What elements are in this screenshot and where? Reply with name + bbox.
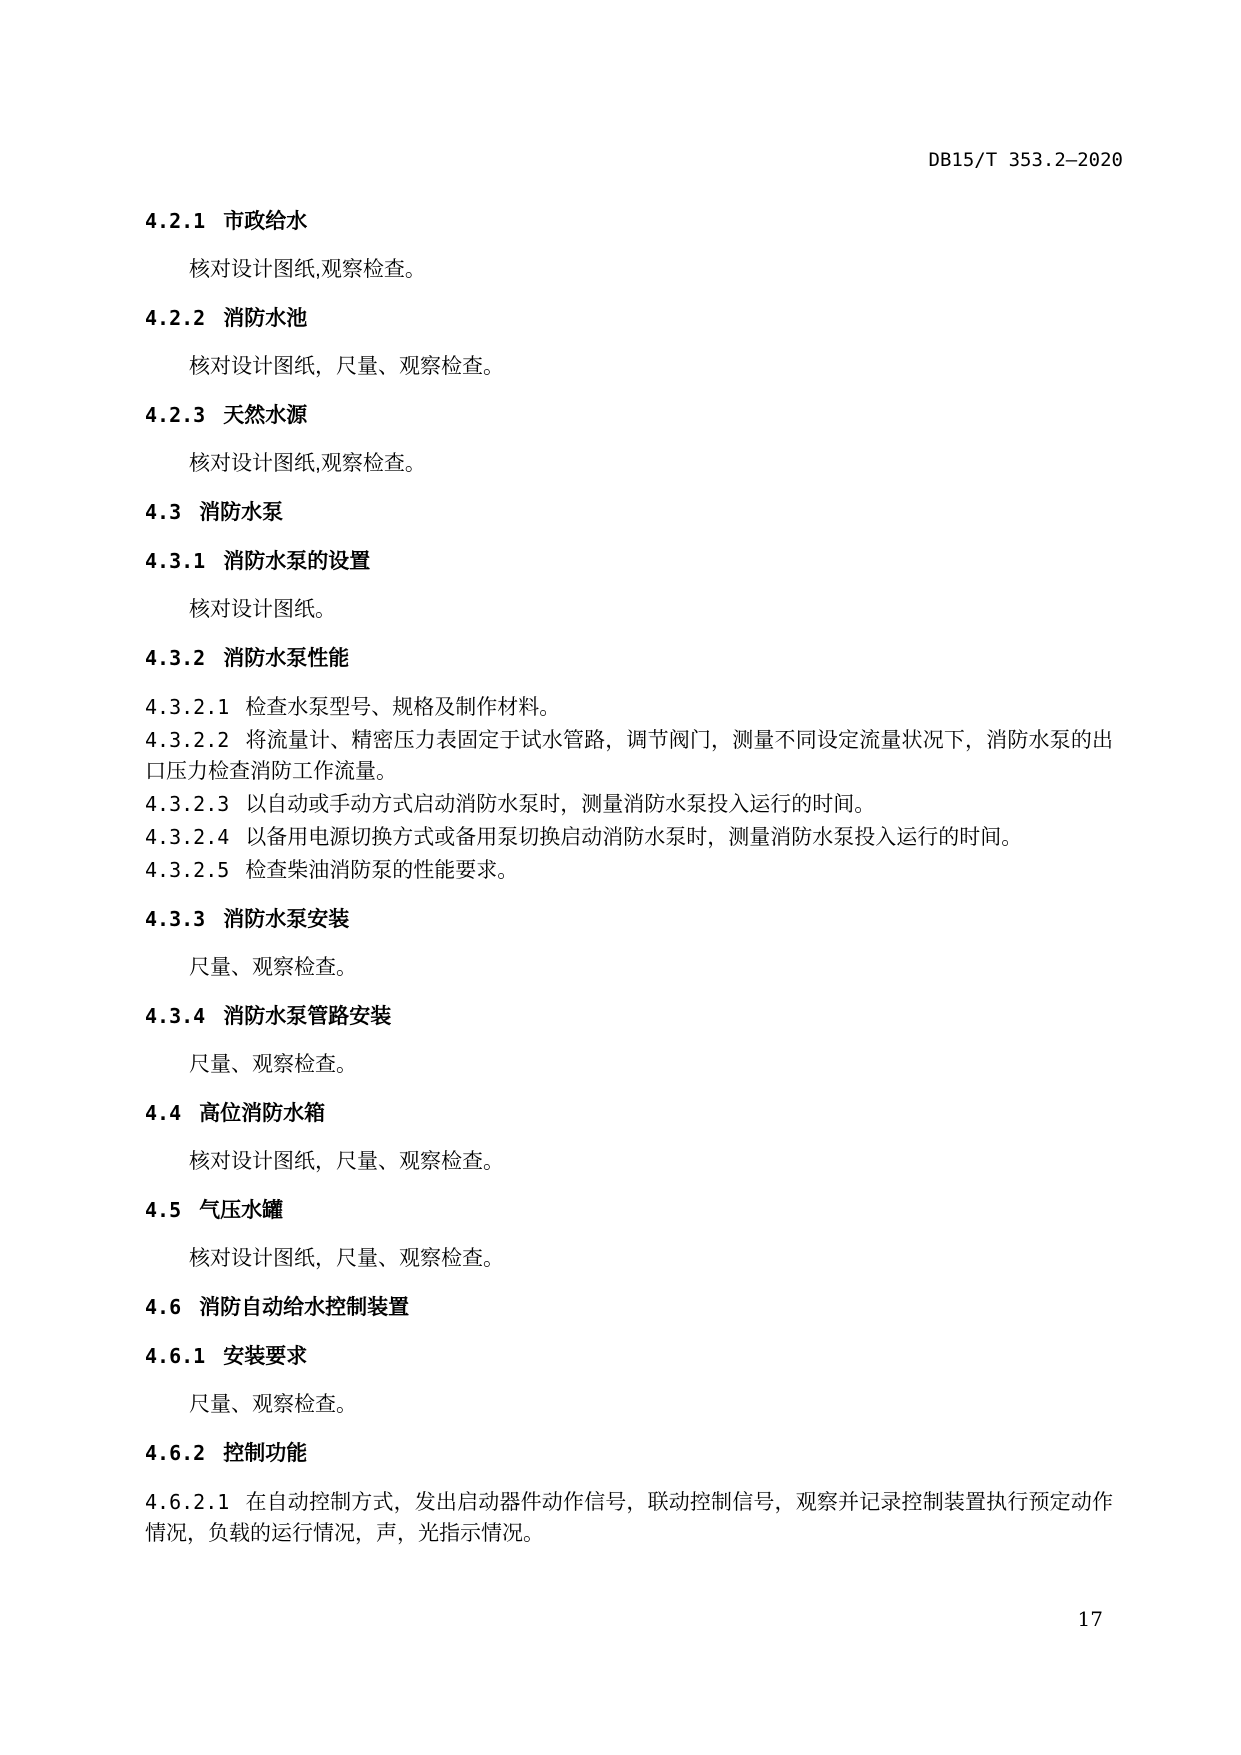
section-heading (145, 206, 1113, 237)
section-heading (145, 303, 1113, 334)
body-paragraph: 核对设计图纸。 (189, 598, 336, 621)
section-heading (145, 1438, 1113, 1469)
document-body (145, 170, 1113, 1551)
section-title: 消防水泵管路安装 (223, 1005, 392, 1028)
section-heading (145, 400, 1113, 431)
body-paragraph: 尺量、观察检查。 (189, 956, 357, 979)
clause-text: 以自动或手动方式启动消防水泵时，测量消防水泵投入运行的时间。 (245, 793, 876, 816)
body-paragraph: 尺量、观察检查。 (189, 1393, 357, 1416)
clause-number: 4.3.2.3 (145, 792, 230, 816)
section-number: 4.2.3 (145, 403, 206, 427)
section-title: 市政给水 (223, 210, 308, 233)
section-heading (145, 497, 1113, 528)
body-paragraph: 核对设计图纸,观察检查。 (189, 452, 426, 475)
section-heading (145, 546, 1113, 577)
section-heading (145, 1292, 1113, 1323)
clause-paragraph (145, 692, 1113, 723)
clause-text: 检查柴油消防泵的性能要求。 (245, 859, 519, 882)
section-title: 安装要求 (223, 1345, 308, 1368)
clause-number: 4.3.2.1 (145, 695, 230, 719)
section-number: 4.2.2 (145, 306, 206, 330)
section-number: 4.3.2 (145, 646, 206, 670)
section-title: 消防水泵的设置 (223, 550, 371, 573)
section-title: 高位消防水箱 (199, 1102, 326, 1125)
clause-paragraph (145, 1487, 1113, 1549)
clause-number: 4.3.2.2 (145, 728, 230, 752)
section-heading (145, 1341, 1113, 1372)
section-heading (145, 1195, 1113, 1226)
section-title: 消防水泵 (199, 501, 284, 524)
section-number: 4.4 (145, 1101, 182, 1125)
clause-paragraph (145, 789, 1113, 820)
clause-text: 在自动控制方式，发出启动器件动作信号，联动控制信号，观察并记录控制装置执行预定动作情况，负载的运行情况，声，光指示情况。 (145, 1491, 1113, 1545)
section-title: 控制功能 (223, 1442, 308, 1465)
clause-text: 以备用电源切换方式或备用泵切换启动消防水泵时，测量消防水泵投入运行的时间。 (245, 826, 1023, 849)
section-title: 消防水池 (223, 307, 308, 330)
body-paragraph: 核对设计图纸，尺量、观察检查。 (189, 355, 504, 378)
section-title: 消防水泵性能 (223, 647, 350, 670)
clause-text: 检查水泵型号、规格及制作材料。 (245, 696, 561, 719)
section-heading (145, 1098, 1113, 1129)
body-paragraph: 尺量、观察检查。 (189, 1053, 357, 1076)
clause-paragraph (145, 822, 1113, 853)
section-number: 4.3.3 (145, 907, 206, 931)
standard-number-header: DB15/T 353.2—2020 (928, 149, 1123, 171)
section-heading (145, 904, 1113, 935)
section-number: 4.3 (145, 500, 182, 524)
section-title: 消防自动给水控制装置 (199, 1296, 410, 1319)
clause-paragraph (145, 855, 1113, 886)
clause-number: 4.3.2.4 (145, 825, 230, 849)
section-number: 4.3.4 (145, 1004, 206, 1028)
clause-paragraph (145, 725, 1113, 787)
section-number: 4.6.1 (145, 1344, 206, 1368)
section-number: 4.5 (145, 1198, 182, 1222)
clause-number: 4.3.2.5 (145, 858, 230, 882)
clause-number: 4.6.2.1 (145, 1490, 230, 1514)
body-paragraph: 核对设计图纸,观察检查。 (189, 258, 426, 281)
section-title: 气压水罐 (199, 1199, 284, 1222)
section-title: 消防水泵安装 (223, 908, 350, 931)
page-number: 17 (1077, 1607, 1103, 1631)
body-paragraph: 核对设计图纸，尺量、观察检查。 (189, 1247, 504, 1270)
section-number: 4.6 (145, 1295, 182, 1319)
section-number: 4.3.1 (145, 549, 206, 573)
clause-text: 将流量计、精密压力表固定于试水管路，调节阀门，测量不同设定流量状况下，消防水泵的出口压力检查消防工作流量。 (145, 729, 1113, 783)
section-title: 天然水源 (223, 404, 308, 427)
section-heading (145, 643, 1113, 674)
section-number: 4.2.1 (145, 209, 206, 233)
section-heading (145, 1001, 1113, 1032)
section-number: 4.6.2 (145, 1441, 206, 1465)
body-paragraph: 核对设计图纸，尺量、观察检查。 (189, 1150, 504, 1173)
